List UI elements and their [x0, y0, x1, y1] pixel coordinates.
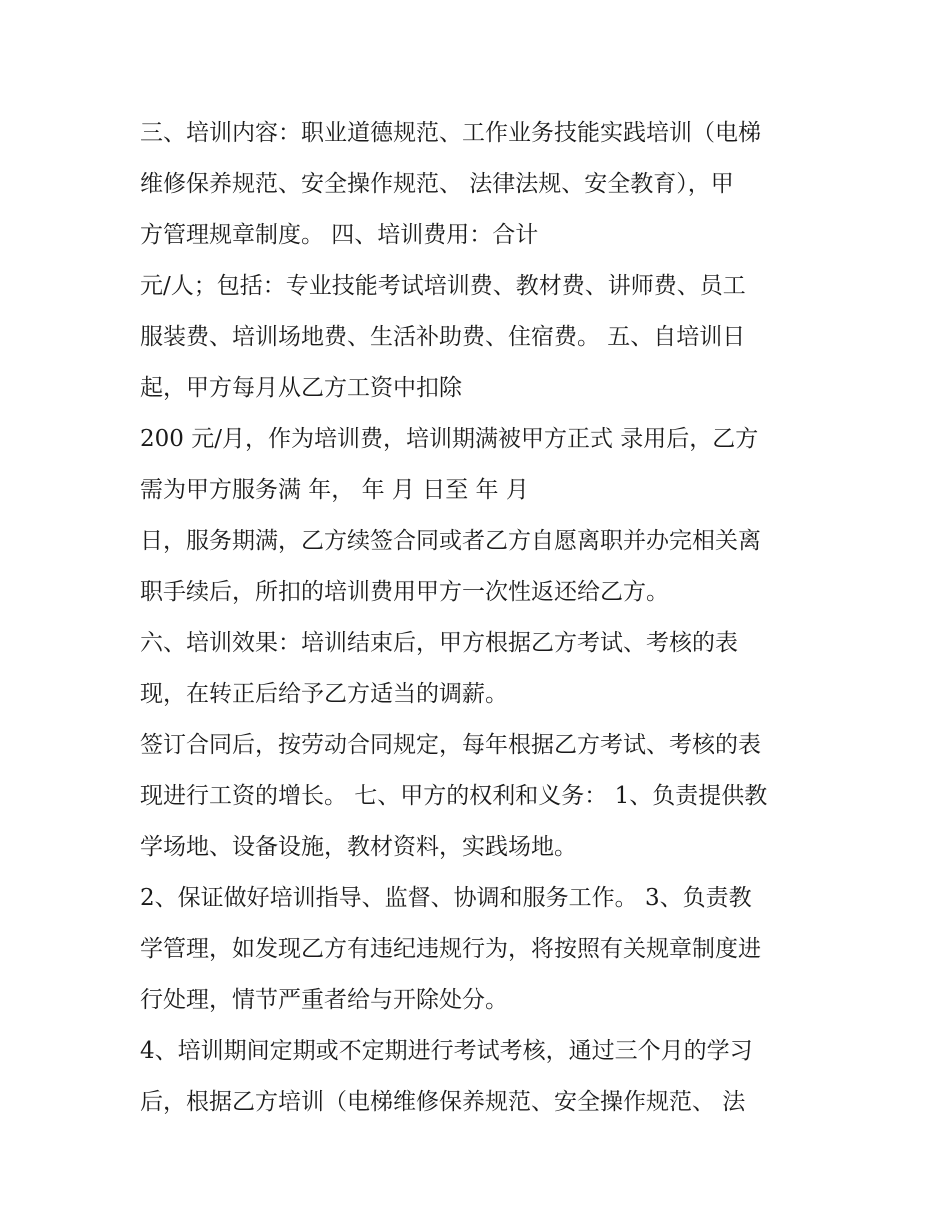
document-body: [140, 108, 830, 1128]
text-line: 服装费、培训场地费、生活补助费、住宿费。 五、自培训日: [140, 324, 746, 350]
text-line: 三、培训内容：职业道德规范、工作业务技能实践培训（电梯: [140, 120, 761, 146]
text-line: 200 元/月，作为培训费，培训期满被甲方正式 录用后，乙方: [140, 426, 759, 452]
text-line: 元/人；包括：专业技能考试培训费、教材费、讲师费、员工: [140, 273, 746, 299]
text-line: 签订合同后，按劳动合同规定，每年根据乙方考试、考核的表: [140, 732, 761, 758]
text-line: 2、保证做好培训指导、监督、协调和服务工作。 3、负责教: [140, 885, 752, 911]
text-line: 方管理规章制度。 四、培训费用：合计: [140, 222, 539, 248]
text-line: 现，在转正后给予乙方适当的调薪。: [140, 681, 508, 707]
text-line: 维修保养规范、安全操作规范、 法律法规、安全教育），甲: [140, 171, 734, 197]
text-line: 现进行工资的增长。 七、甲方的权利和义务： 1、负责提供教: [140, 783, 768, 809]
text-line: 日，服务期满，乙方续签合同或者乙方自愿离职并办完相关离: [140, 528, 761, 554]
text-line: 学场地、设备设施，教材资料，实践场地。: [140, 834, 577, 860]
text-line: 六、培训效果：培训结束后，甲方根据乙方考试、考核的表: [140, 630, 738, 656]
text-line: 职手续后，所扣的培训费用甲方一次性返还给乙方。: [140, 579, 669, 605]
text-line: 学管理，如发现乙方有违纪违规行为，将按照有关规章制度进: [140, 936, 761, 962]
text-line: 行处理，情节严重者给与开除处分。: [140, 987, 508, 1013]
text-line: 起，甲方每月从乙方工资中扣除: [140, 375, 462, 401]
text-line: 后，根据乙方培训（电梯维修保养规范、安全操作规范、 法: [140, 1089, 746, 1115]
text-line: 4、培训期间定期或不定期进行考试考核，通过三个月的学习: [140, 1038, 753, 1064]
text-line: 需为甲方服务满 年， 年 月 日至 年 月: [140, 477, 529, 503]
